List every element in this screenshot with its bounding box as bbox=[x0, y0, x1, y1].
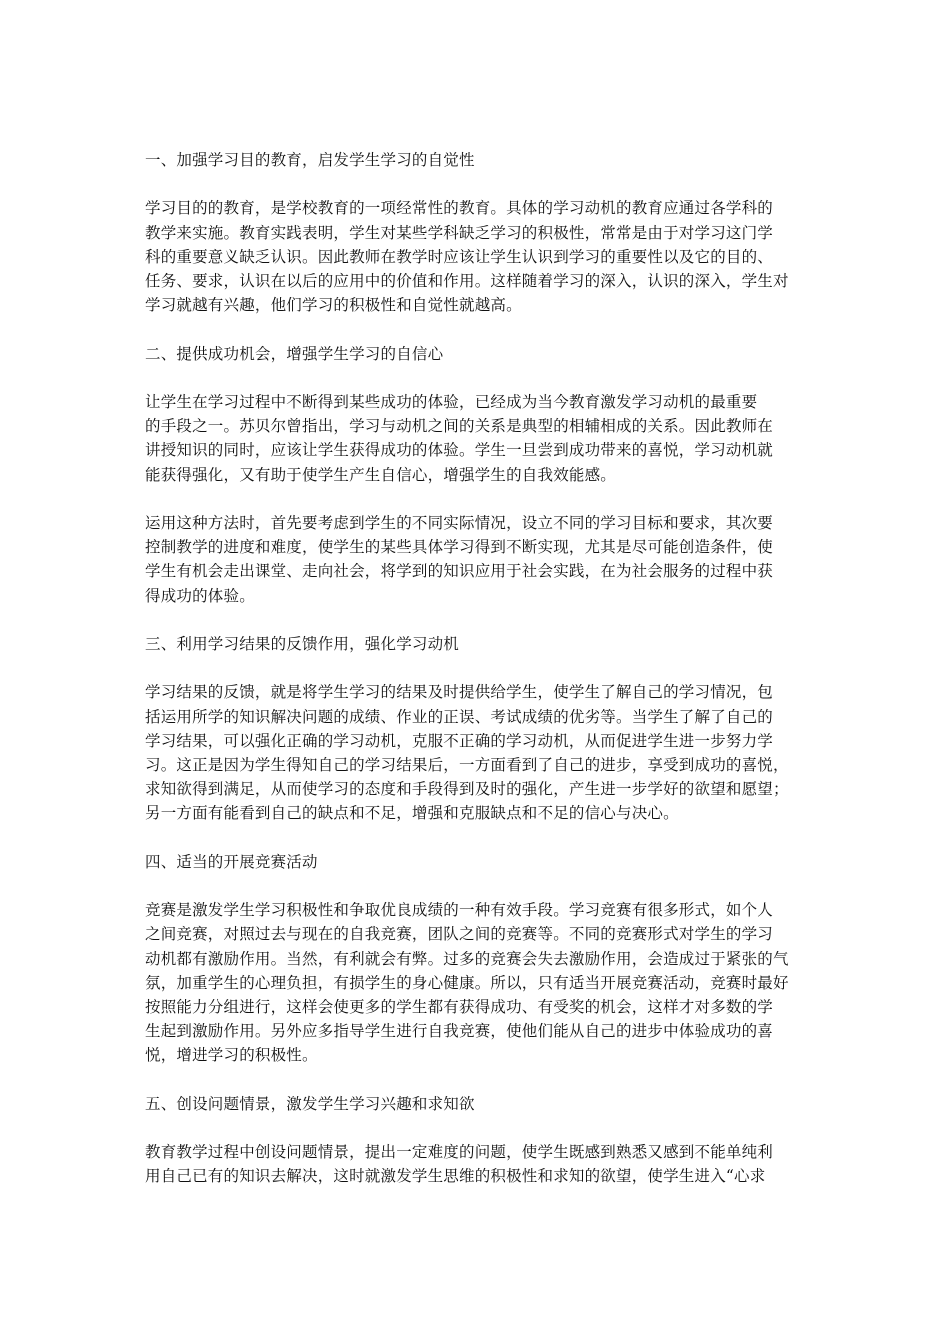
paragraph-line: 学习结果的反馈，就是将学生学习的结果及时提供给学生，使学生了解自己的学习情况，包 bbox=[145, 683, 774, 702]
document-body bbox=[145, 148, 817, 1213]
paragraph-line: 的手段之一。苏贝尔曾指出，学习与动机之间的关系是典型的相辅相成的关系。因此教师在 bbox=[145, 417, 774, 436]
paragraph-line: 能获得强化，又有助于使学生产生自信心，增强学生的自我效能感。 bbox=[145, 465, 617, 484]
section-heading: 四、适当的开展竞赛活动 bbox=[145, 852, 318, 871]
paragraph bbox=[145, 680, 817, 825]
paragraph-line: 科的重要意义缺乏认识。因此教师在教学时应该让学生认识到学习的重要性以及它的目的、 bbox=[145, 247, 774, 266]
paragraph-line: 用自己已有的知识去解决，这时就激发学生思维的积极性和求知的欲望，使学生进入“心求 bbox=[145, 1167, 766, 1186]
section-heading: 二、提供成功机会，增强学生学习的自信心 bbox=[145, 344, 444, 363]
paragraph bbox=[145, 1140, 817, 1188]
paragraph-line: 动机都有激励作用。当然，有利就会有弊。过多的竞赛会失去激励作用，会造成过于紧张的气 bbox=[145, 949, 789, 968]
paragraph-line: 竞赛是激发学生学习积极性和争取优良成绩的一种有效手段。学习竞赛有很多形式，如个人 bbox=[145, 901, 774, 920]
section-heading: 三、利用学习结果的反馈作用，强化学习动机 bbox=[145, 634, 460, 653]
paragraph-line: 求知欲得到满足，从而使学习的态度和手段得到及时的强化，产生进一步学好的欲望和愿望； bbox=[145, 780, 789, 799]
paragraph bbox=[145, 196, 817, 317]
paragraph-line: 教学来实施。教育实践表明，学生对某些学科缺乏学习的积极性，常常是由于对学习这门学 bbox=[145, 223, 774, 242]
paragraph-line: 得成功的体验。 bbox=[145, 586, 255, 605]
section-heading: 一、加强学习目的教育，启发学生学习的自觉性 bbox=[145, 151, 475, 169]
paragraph-line: 学习目的的教育，是学校教育的一项经常性的教育。具体的学习动机的教育应通过各学科的 bbox=[145, 199, 774, 218]
paragraph-line: 让学生在学习过程中不断得到某些成功的体验，已经成为当今教育激发学习动机的最重要 bbox=[145, 392, 758, 411]
paragraph-line: 学习就越有兴趣，他们学习的积极性和自觉性就越高。 bbox=[145, 296, 522, 315]
paragraph-line: 习。这正是因为学生得知自己的学习结果后，一方面看到了自己的进步，享受到成功的喜悦， bbox=[145, 755, 789, 774]
paragraph-line: 之间竞赛，对照过去与现在的自我竞赛，团队之间的竞赛等。不同的竞赛形式对学生的学习 bbox=[145, 925, 774, 944]
paragraph bbox=[145, 511, 817, 608]
paragraph-line: 另一方面有能看到自己的缺点和不足，增强和克服缺点和不足的信心与决心。 bbox=[145, 804, 679, 823]
paragraph-line: 生起到激励作用。另外应多指导学生进行自我竞赛，使他们能从自己的进步中体验成功的喜 bbox=[145, 1022, 774, 1041]
paragraph bbox=[145, 898, 817, 1067]
paragraph-line: 学习结果，可以强化正确的学习动机，克服不正确的学习动机，从而促进学生进一步努力学 bbox=[145, 731, 774, 750]
paragraph bbox=[145, 390, 817, 487]
section-heading: 五、创设问题情景，激发学生学习兴趣和求知欲 bbox=[145, 1094, 475, 1113]
paragraph-line: 运用这种方法时，首先要考虑到学生的不同实际情况，设立不同的学习目标和要求，其次要 bbox=[145, 513, 774, 532]
paragraph-line: 学生有机会走出课堂、走向社会，将学到的知识应用于社会实践，在为社会服务的过程中获 bbox=[145, 562, 774, 581]
paragraph-line: 讲授知识的同时，应该让学生获得成功的体验。学生一旦尝到成功带来的喜悦，学习动机就 bbox=[145, 441, 774, 460]
paragraph-line: 任务、要求，认识在以后的应用中的价值和作用。这样随着学习的深入，认识的深入，学生对 bbox=[145, 272, 789, 290]
paragraph-line: 括运用所学的知识解决问题的成绩、作业的正误、考试成绩的优劣等。当学生了解了自己的 bbox=[145, 707, 774, 726]
paragraph-line: 控制教学的进度和难度，使学生的某些具体学习得到不断实现，尤其是尽可能创造条件，使 bbox=[145, 538, 774, 557]
paragraph-line: 按照能力分组进行，这样会使更多的学生都有获得成功、有受奖的机会，这样才对多数的学 bbox=[145, 997, 774, 1016]
paragraph-line: 氛，加重学生的心理负担，有损学生的身心健康。所以，只有适当开展竞赛活动，竞赛时最好 bbox=[145, 973, 789, 992]
paragraph-line: 教育教学过程中创设问题情景，提出一定难度的问题，使学生既感到熟悉又感到不能单纯利 bbox=[145, 1143, 774, 1162]
paragraph-line: 悦，增进学习的积极性。 bbox=[145, 1046, 318, 1065]
